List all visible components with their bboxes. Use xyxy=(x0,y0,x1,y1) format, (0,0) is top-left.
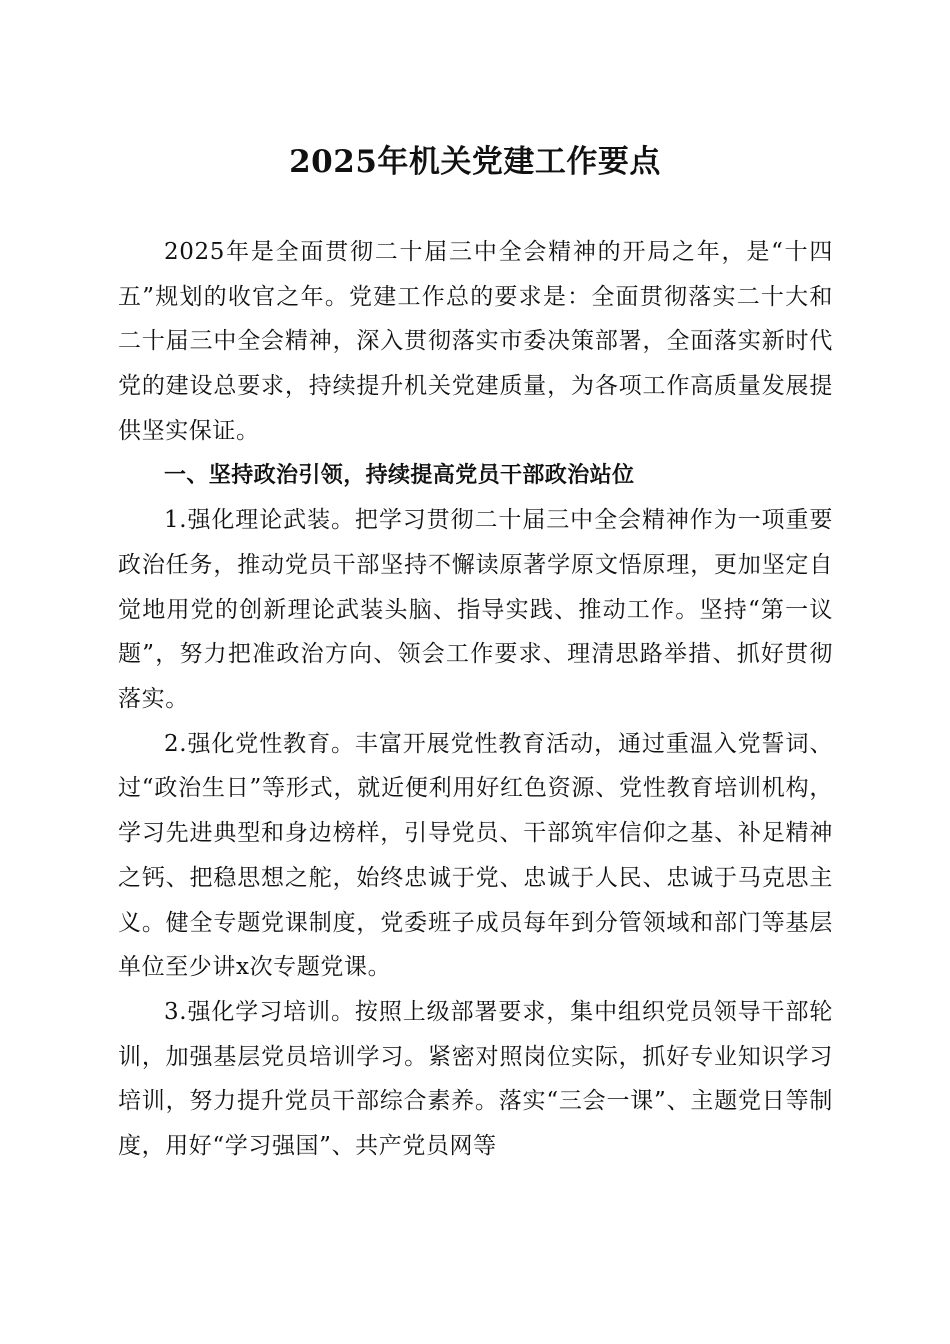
document-body xyxy=(118,230,833,1169)
document-title: 2025年机关党建工作要点 xyxy=(289,144,661,180)
section-heading: 一、坚持政治引领，持续提高党员干部政治站位 xyxy=(164,462,635,488)
item-paragraph-3: 3.强化学习培训。按照上级部署要求，集中组织党员领导干部轮训，加强基层党员培训学习。紧密对照岗位实际，抓好专业知识学习培训，努力提升党员干部综合素养。落实“三会一课”、主题党日等制度，用好“学习强国”、共产党员网等 xyxy=(118,998,833,1160)
item-paragraph-1: 1.强化理论武装。把学习贯彻二十届三中全会精神作为一项重要政治任务，推动党员干部坚持不懈读原著学原文悟原理，更加坚定自觉地用党的创新理论武装头脑、指导实践、推动工作。坚持“第一议题”，努力把准政治方向、领会工作要求、理清思路举措、抓好贯彻落实。 xyxy=(118,507,833,713)
intro-paragraph: 2025年是全面贯彻二十届三中全会精神的开局之年，是“十四五”规划的收官之年。党建工作总的要求是：全面贯彻落实二十大和二十届三中全会精神，深入贯彻落实市委决策部署，全面落实新时代党的建设总要求，持续提升机关党建质量，为各项工作高质量发展提供坚实保证。 xyxy=(118,239,833,444)
item-paragraph-2: 2.强化党性教育。丰富开展党性教育活动，通过重温入党誓词、过“政治生日”等形式，就近便利用好红色资源、党性教育培训机构，学习先进典型和身边榜样，引导党员、干部筑牢信仰之基、补足精神之钙、把稳思想之舵，始终忠诚于党、忠诚于人民、忠诚于马克思主义。健全专题党课制度，党委班子成员每年到分管领域和部门等基层单位至少讲x次专题党课。 xyxy=(118,730,833,981)
